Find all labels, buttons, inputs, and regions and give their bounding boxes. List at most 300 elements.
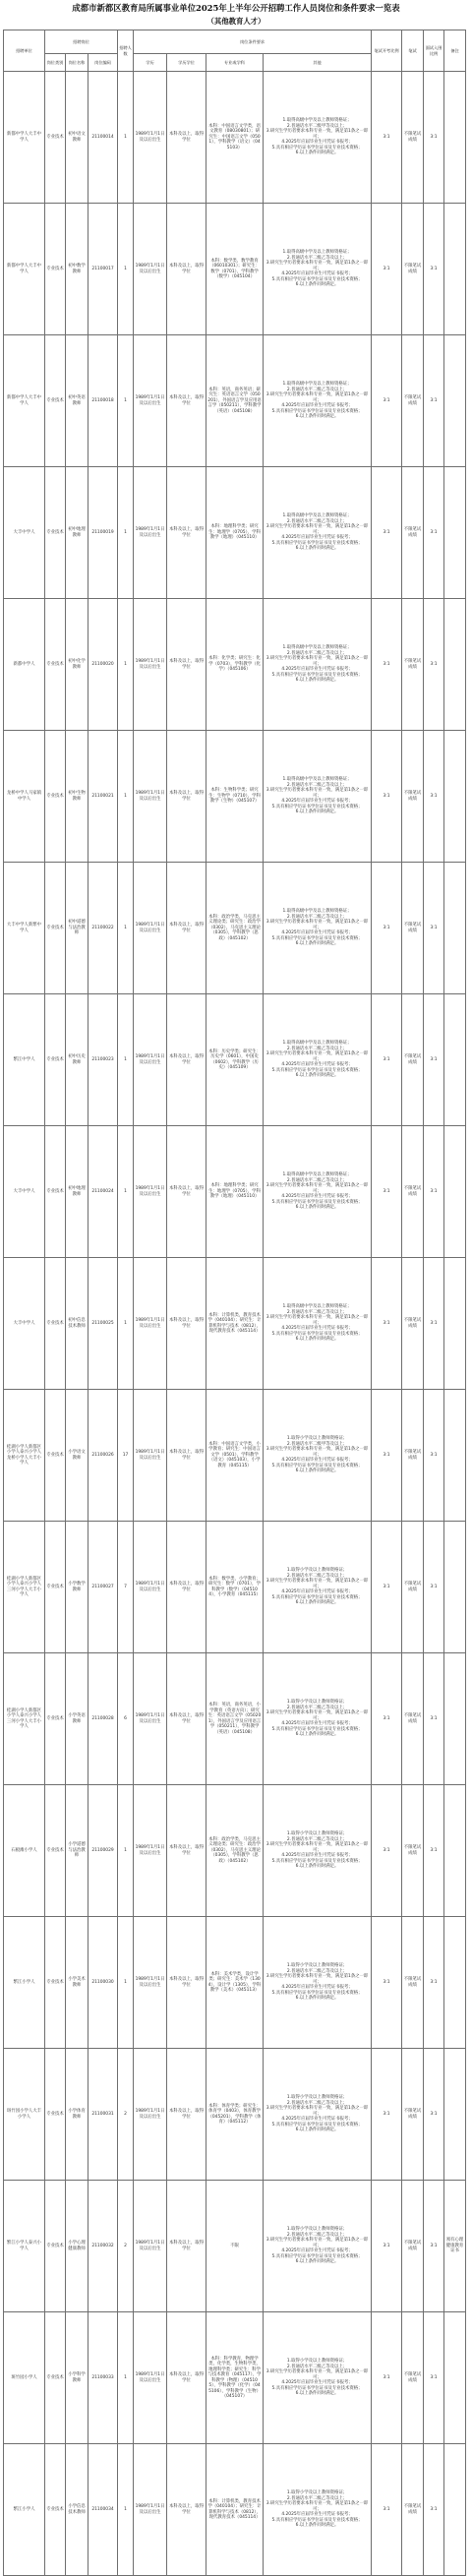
requirement-line: 3.研究生学历者要求本科专业一致，满足第1条之一即可； [266, 920, 369, 930]
education-cell: 1989年1月1日及以后出生 [134, 2312, 167, 2444]
requirement-line: 4.2025年应届毕业生可凭证书报考； [281, 1853, 353, 1859]
unit-cell: 桂湖小学人新都区小学人泰兴小学人三河小学人大丰小学人 [4, 1653, 45, 1785]
ratio-cell: 3:1 [372, 2312, 402, 2444]
requirement-line: 2.普通话水平二级乙等及以上； [286, 1046, 348, 1051]
major-cell [206, 1785, 264, 1917]
requirement-line: 3.研究生学历者要求本科专业一致，满足第1条之一即可； [266, 2238, 369, 2248]
count-cell: 2 [118, 2181, 134, 2312]
count-cell: 7 [118, 1522, 134, 1653]
requirement-line: 1.取得高级中学及以上教师资格证； [282, 250, 352, 256]
post-name-cell: 初中信息技术教师 [66, 1258, 88, 1390]
major-cell [206, 2181, 264, 2312]
count-cell: 1 [118, 1258, 134, 1390]
requirement-line: 3.研究生学历者要求本科专业一致，满足第1条之一即可； [266, 1974, 369, 1985]
requirement-line: 4.2025年应届毕业生可凭证书报考； [281, 403, 353, 409]
requirement-line: 2.普通话水平二级乙等及以上； [286, 1705, 348, 1710]
count-cell: 1 [118, 2444, 134, 2576]
interview-cell: 3:1 [424, 2312, 444, 2444]
post-code-cell: 21100031 [88, 2049, 118, 2181]
post-code-cell: 21100020 [88, 599, 118, 731]
requirement-line: 1.取得高级中学及以上教师资格证； [282, 513, 352, 519]
degree-cell: 本科及以上，取得学位 [167, 994, 206, 1126]
table-row [4, 2444, 466, 2576]
written-cell: 不限笔试成绩 [402, 2312, 424, 2444]
post-type-cell: 专业技术 [45, 1390, 66, 1522]
degree-cell: 本科及以上，取得学位 [167, 72, 206, 204]
requirement-line: 3.研究生学历者要求本科专业一致，满足第1条之一即可； [266, 1447, 369, 1458]
post-type-cell: 专业技术 [45, 467, 66, 599]
requirement-line: 6.以上条件同时满足。 [295, 2523, 339, 2529]
requirement-line: 5.具有相应学历证书学位证书及专业技术资格； [271, 145, 363, 150]
ratio-cell: 3:1 [372, 863, 402, 994]
requirement-line: 4.2025年应届毕业生可凭证书报考； [281, 2512, 353, 2518]
interview-cell: 3:1 [424, 335, 444, 467]
post-type-cell: 专业技术 [45, 994, 66, 1126]
table-row [4, 335, 466, 467]
ratio-cell: 3:1 [372, 599, 402, 731]
requirement-line: 1.取得小学及以上教师资格证； [286, 2095, 348, 2101]
degree-cell: 本科及以上，取得学位 [167, 2049, 206, 2181]
note-cell [444, 204, 466, 335]
requirement-line: 4.2025年应届毕业生可凭证书报考； [281, 2248, 353, 2254]
requirement-line: 5.具有相应学历证书学位证书及专业技术资格； [271, 408, 363, 414]
major-cell [206, 731, 264, 863]
requirement-line: 6.以上条件同时满足。 [295, 941, 339, 947]
degree-cell: 本科及以上，取得学位 [167, 335, 206, 467]
post-code-cell: 21100028 [88, 1653, 118, 1785]
requirement-line: 1.取得小学及以上教师资格证； [286, 1831, 348, 1837]
interview-cell: 3:1 [424, 2444, 444, 2576]
requirement-line: 3.研究生学历者要求本科专业一致，满足第1条之一即可； [266, 1051, 369, 1062]
requirement-line: 3.研究生学历者要求本科专业一致，满足第1条之一即可； [266, 2501, 369, 2512]
requirements-cell [264, 1785, 372, 1917]
requirement-line: 5.具有相应学历证书学位证书及专业技术资格； [271, 1990, 363, 1996]
written-cell: 不限笔试成绩 [402, 1390, 424, 1522]
note-cell [444, 863, 466, 994]
unit-cell: 桂湖小学人新都区小学人泰兴小学人龙桥小学人大丰小学人 [4, 1390, 45, 1522]
requirement-line: 4.2025年应届毕业生可凭证书报考； [281, 1589, 353, 1595]
requirement-line: 5.具有相应学历证书学位证书及专业技术资格； [271, 1594, 363, 1600]
major-line: 本科：英语，商务英语；研究生：英语语言文学（050201），外国语言学及应用语言学（050211），学科教学（英语）（045108） [207, 387, 262, 414]
post-code-cell: 21100017 [88, 204, 118, 335]
interview-cell: 3:1 [424, 1258, 444, 1390]
note-cell [444, 1917, 466, 2049]
requirement-line: 3.研究生学历者要求本科专业一致，满足第1条之一即可； [266, 1579, 369, 1589]
post-name-cell: 初中地理教师 [66, 1126, 88, 1258]
written-cell: 不限笔试成绩 [402, 1522, 424, 1653]
education-cell: 1989年1月1日及以后出生 [134, 1653, 167, 1785]
post-code-cell: 21100025 [88, 1258, 118, 1390]
education-cell: 1989年1月1日及以后出生 [134, 1917, 167, 2049]
interview-cell: 3:1 [424, 731, 444, 863]
major-cell [206, 1390, 264, 1522]
requirements-cell [264, 1522, 372, 1653]
requirement-line: 5.具有相应学历证书学位证书及专业技术资格； [271, 1067, 363, 1073]
major-cell [206, 204, 264, 335]
major-line: 本科：美术学类，设计学类；研究生：美术学（1304），设计学（1305），学科教学（美术）（045113） [207, 1971, 262, 1993]
unit-cell: 新都中学人大丰中学人 [4, 72, 45, 204]
interview-cell: 3:1 [424, 2049, 444, 2181]
post-code-cell: 21100023 [88, 994, 118, 1126]
requirements-cell [264, 2444, 372, 2576]
requirement-line: 5.具有相应学历证书学位证书及专业技术资格； [271, 1199, 363, 1205]
note-cell [444, 2049, 466, 2181]
requirement-line: 2.普通话水平二级乙等及以上； [286, 2364, 348, 2369]
requirement-line: 5.具有相应学历证书学位证书及专业技术资格； [271, 935, 363, 941]
requirement-line: 3.研究生学历者要求本科专业一致，满足第1条之一即可； [266, 1842, 369, 1853]
major-cell [206, 1258, 264, 1390]
requirement-line: 6.以上条件同时满足。 [295, 150, 339, 156]
major-cell [206, 2312, 264, 2444]
table-body [4, 72, 466, 2576]
requirement-line: 1.取得小学及以上教师资格证； [286, 1963, 348, 1969]
header-post-code: 岗位编码 [88, 54, 118, 72]
post-name-cell: 初中生物教师 [66, 731, 88, 863]
count-cell: 1 [118, 335, 134, 467]
post-type-cell: 专业技术 [45, 1522, 66, 1653]
interview-cell: 3:1 [424, 994, 444, 1126]
count-cell: 1 [118, 1785, 134, 1917]
major-line: 本科：中国语言文学类，语文教育（08030801）；研究生：中国语言文学（0501），学科教学（语文）（045103） [208, 123, 261, 150]
requirement-line: 5.具有相应学历证书学位证书及专业技术资格； [271, 2253, 363, 2259]
requirement-line: 3.研究生学历者要求本科专业一致，满足第1条之一即可； [266, 1710, 369, 1721]
table-row [4, 1917, 466, 2049]
post-name-cell: 小学体育教师 [66, 2049, 88, 2181]
unit-cell: 繁江小学人 [4, 2444, 45, 2576]
header-ratio: 笔试开考比例 [372, 30, 402, 72]
post-code-cell: 21100030 [88, 1917, 118, 2049]
unit-cell: 大丰中学人 [4, 467, 45, 599]
unit-cell: 大丰中学人新繁中学人 [4, 863, 45, 994]
note-cell [444, 1653, 466, 1785]
degree-cell: 本科及以上，取得学位 [167, 1917, 206, 2049]
table-row [4, 599, 466, 731]
requirement-line: 1.取得高级中学及以上教师资格证； [282, 1172, 352, 1178]
degree-cell: 本科及以上，取得学位 [167, 2181, 206, 2312]
ratio-cell: 3:1 [372, 2181, 402, 2312]
post-code-cell: 21100027 [88, 1522, 118, 1653]
post-type-cell: 专业技术 [45, 1653, 66, 1785]
unit-cell: 新都中学人大丰中学人 [4, 335, 45, 467]
education-cell: 1989年1月1日及以后出生 [134, 2049, 167, 2181]
post-code-cell: 21100019 [88, 467, 118, 599]
note-cell [444, 1258, 466, 1390]
table-row [4, 204, 466, 335]
page-subtitle: （其他教育人才） [206, 17, 266, 26]
requirement-line: 4.2025年应届毕业生可凭证书报考； [281, 2380, 353, 2386]
requirements-cell [264, 467, 372, 599]
table-row [4, 1258, 466, 1390]
requirement-line: 2.普通话水平二级乙等及以上； [286, 914, 348, 920]
post-name-cell: 初中历史教师 [66, 994, 88, 1126]
post-name-cell: 小学语文教师 [66, 1390, 88, 1522]
major-cell [206, 2049, 264, 2181]
post-name-cell: 小学心理健康教师 [66, 2181, 88, 2312]
major-cell [206, 1917, 264, 2049]
interview-cell: 3:1 [424, 467, 444, 599]
requirement-line: 1.取得小学及以上教师资格证； [286, 1436, 348, 1442]
post-code-cell: 21100024 [88, 1126, 118, 1258]
ratio-cell: 3:1 [372, 72, 402, 204]
post-code-cell: 21100026 [88, 1390, 118, 1522]
table-row [4, 1390, 466, 1522]
requirement-line: 5.具有相应学历证书学位证书及专业技术资格； [271, 540, 363, 546]
education-cell: 1989年1月1日及以后出生 [134, 2444, 167, 2576]
ratio-cell: 3:1 [372, 731, 402, 863]
degree-cell: 本科及以上，取得学位 [167, 2312, 206, 2444]
requirement-line: 6.以上条件同时满足。 [295, 1864, 339, 1870]
education-cell: 1989年1月1日及以后出生 [134, 1258, 167, 1390]
post-type-cell: 专业技术 [45, 335, 66, 467]
requirement-line: 4.2025年应届毕业生可凭证书报考； [281, 535, 353, 541]
count-cell: 17 [118, 1390, 134, 1522]
requirements-cell [264, 1258, 372, 1390]
post-name-cell: 小学英语教师 [66, 1653, 88, 1785]
interview-cell: 3:1 [424, 1126, 444, 1258]
requirement-line: 4.2025年应届毕业生可凭证书报考； [281, 271, 353, 277]
requirement-line: 6.以上条件同时满足。 [295, 414, 339, 420]
degree-cell: 本科及以上，取得学位 [167, 1390, 206, 1522]
unit-cell: 石板滩小学人 [4, 1785, 45, 1917]
requirement-line: 1.取得高级中学及以上教师资格证； [282, 909, 352, 915]
requirements-cell [264, 1917, 372, 2049]
post-name-cell: 初中数学教师 [66, 204, 88, 335]
requirement-line: 4.2025年应届毕业生可凭证书报考； [281, 140, 353, 146]
major-line: 本科：地理科学类；研究生：地理学（0705），学科教学（地理）（045110） [208, 1183, 261, 1200]
post-name-cell: 初中化学教师 [66, 599, 88, 731]
requirement-line: 2.普通话水平二级乙等及以上； [286, 2232, 348, 2238]
post-type-cell: 专业技术 [45, 2312, 66, 2444]
interview-cell: 3:1 [424, 599, 444, 731]
requirements-cell [264, 72, 372, 204]
count-cell: 1 [118, 72, 134, 204]
unit-cell: 龙桥中学人马家镇中学人 [4, 731, 45, 863]
degree-cell: 本科及以上，取得学位 [167, 1126, 206, 1258]
table-row [4, 2312, 466, 2444]
post-type-cell: 专业技术 [45, 2181, 66, 2312]
note-cell [444, 1522, 466, 1653]
post-type-cell: 专业技术 [45, 863, 66, 994]
requirement-line: 4.2025年应届毕业生可凭证书报考； [281, 2117, 353, 2123]
requirement-line: 5.具有相应学历证书学位证书及专业技术资格； [271, 276, 363, 282]
post-type-cell: 专业技术 [45, 1917, 66, 2049]
requirements-cell [264, 2312, 372, 2444]
written-cell: 不限笔试成绩 [402, 1917, 424, 2049]
header-post-type: 岗位类别 [45, 54, 66, 72]
requirement-line: 4.2025年应届毕业生可凭证书报考； [281, 1721, 353, 1727]
interview-cell: 3:1 [424, 1522, 444, 1653]
ratio-cell: 3:1 [372, 1917, 402, 2049]
major-line: 本科：政治学类，马克思主义理论类；研究生：政治学（0302），马克思主义理论（0305），学科教学（思政）（045102） [208, 1836, 261, 1864]
requirement-line: 3.研究生学历者要求本科专业一致，满足第1条之一即可； [266, 524, 369, 535]
requirement-line: 3.研究生学历者要求本科专业一致，满足第1条之一即可； [266, 392, 369, 403]
note-cell [444, 72, 466, 204]
requirement-line: 5.具有相应学历证书学位证书及专业技术资格； [271, 1726, 363, 1732]
note-cell [444, 467, 466, 599]
header-other: 其他 [264, 54, 372, 72]
major-cell [206, 1522, 264, 1653]
count-cell: 1 [118, 863, 134, 994]
ratio-cell: 3:1 [372, 2444, 402, 2576]
header-post-group: 招聘岗位 [45, 30, 118, 54]
count-cell: 1 [118, 1126, 134, 1258]
requirement-line: 6.以上条件同时满足。 [295, 809, 339, 815]
requirements-cell [264, 994, 372, 1126]
written-cell: 不限笔试成绩 [402, 2444, 424, 2576]
requirement-line: 6.以上条件同时满足。 [295, 1996, 339, 2002]
requirement-line: 5.具有相应学历证书学位证书及专业技术资格； [271, 1463, 363, 1468]
count-cell: 1 [118, 204, 134, 335]
requirement-line: 2.普通话水平二级乙等及以上； [286, 1573, 348, 1579]
post-code-cell: 21100022 [88, 863, 118, 994]
requirement-line: 5.具有相应学历证书学位证书及专业技术资格； [271, 1331, 363, 1337]
count-cell: 6 [118, 1653, 134, 1785]
post-code-cell: 21100021 [88, 731, 118, 863]
unit-cell: 大丰中学人 [4, 1258, 45, 1390]
requirement-line: 1.取得高级中学及以上教师资格证； [282, 382, 352, 388]
header-cond-group: 岗位条件要求 [134, 30, 372, 54]
header-post-name: 岗位名称 [66, 54, 88, 72]
requirement-line: 6.以上条件同时满足。 [295, 1732, 339, 1738]
requirement-line: 6.以上条件同时满足。 [295, 1337, 339, 1343]
note-cell [444, 1126, 466, 1258]
requirement-line: 2.普通话水平二级乙等及以上； [286, 2100, 348, 2106]
requirement-line: 6.以上条件同时满足。 [295, 2127, 339, 2133]
degree-cell: 本科及以上，取得学位 [167, 467, 206, 599]
note-cell [444, 2312, 466, 2444]
unit-cell: 斑竹园小学人 [4, 2312, 45, 2444]
ratio-cell: 3:1 [372, 1653, 402, 1785]
count-cell: 1 [118, 2312, 134, 2444]
major-cell [206, 863, 264, 994]
major-cell [206, 994, 264, 1126]
interview-cell: 3:1 [424, 1390, 444, 1522]
requirement-line: 2.普通话水平二级乙等及以上； [286, 650, 348, 656]
post-code-cell: 21100014 [88, 72, 118, 204]
requirement-line: 5.具有相应学历证书学位证书及专业技术资格； [271, 672, 363, 678]
unit-cell: 斑竹园小学人大丰小学人 [4, 2049, 45, 2181]
post-type-cell: 专业技术 [45, 72, 66, 204]
requirement-line: 6.以上条件同时满足。 [295, 1073, 339, 1079]
written-cell: 不限笔试成绩 [402, 335, 424, 467]
requirement-line: 1.取得高级中学及以上教师资格证； [282, 645, 352, 651]
education-cell: 1989年1月1日及以后出生 [134, 467, 167, 599]
major-cell [206, 2444, 264, 2576]
ratio-cell: 3:1 [372, 1785, 402, 1917]
post-type-cell: 专业技术 [45, 2049, 66, 2181]
header-note: 备注 [444, 30, 466, 72]
major-line: 本科：科学教育，物理学类，化学类，生物科学类，地理科学类；研究生：科学与技术教育（045117），学科教学（物理）（045105），学科教学（化学）（045106），学科教学（生物）（045107） [207, 2356, 262, 2399]
ratio-cell: 3:1 [372, 204, 402, 335]
unit-cell: 繁江小学人 [4, 1917, 45, 2049]
header-row-1 [4, 30, 466, 54]
written-cell: 不限笔试成绩 [402, 204, 424, 335]
count-cell: 1 [118, 731, 134, 863]
requirement-line: 2.普通话水平二级乙等及以上； [286, 387, 348, 392]
major-line: 本科：生物科学类；研究生：生物学（0710），学科教学（生物）（045107） [208, 788, 261, 805]
requirement-line: 2.普通话水平二级乙等及以上； [286, 2495, 348, 2501]
header-count: 招聘人数 [118, 30, 134, 72]
written-cell: 不限笔试成绩 [402, 599, 424, 731]
requirement-line: 3.研究生学历者要求本科专业一致，满足第1条之一即可； [266, 2106, 369, 2117]
count-cell: 2 [118, 2049, 134, 2181]
page-title: 成都市新都区教育局所属事业单位2025年上半年公开招聘工作人员岗位和条件要求一览表 [72, 3, 400, 13]
requirement-line: 5.具有相应学历证书学位证书及专业技术资格； [271, 2517, 363, 2523]
written-cell: 不限笔试成绩 [402, 731, 424, 863]
major-line: 本科：地理科学类；研究生：地理学（0705），学科教学（地理）（045110） [208, 524, 261, 541]
unit-cell: 桂湖小学人新都区小学人泰兴小学人三河小学人大丰小学人 [4, 1522, 45, 1653]
header-written: 笔试 [402, 30, 424, 72]
count-cell: 1 [118, 1917, 134, 2049]
major-cell [206, 1653, 264, 1785]
requirement-line: 3.研究生学历者要求本科专业一致，满足第1条之一即可； [266, 129, 369, 140]
header-major: 专业或学科 [206, 54, 264, 72]
interview-cell: 3:1 [424, 1653, 444, 1785]
major-line: 本科：计算机类，教育技术学（040104）；研究生：计算机科学与技术（0812），现代教育技术（045114） [207, 1312, 262, 1334]
degree-cell: 本科及以上，取得学位 [167, 599, 206, 731]
degree-cell: 本科及以上，取得学位 [167, 2444, 206, 2576]
requirements-cell [264, 335, 372, 467]
unit-cell: 新都中学人 [4, 599, 45, 731]
degree-cell: 本科及以上，取得学位 [167, 1522, 206, 1653]
requirement-line: 5.具有相应学历证书学位证书及专业技术资格； [271, 2122, 363, 2127]
requirement-line: 6.以上条件同时满足。 [295, 546, 339, 552]
major-line: 本科：数学类，小学教育；研究生：数学（0701），学科教学（数学）（045104），小学教育（045115） [208, 1576, 261, 1597]
requirements-cell [264, 1390, 372, 1522]
ratio-cell: 3:1 [372, 994, 402, 1126]
major-line: 不限 [230, 2243, 239, 2248]
ratio-cell: 3:1 [372, 335, 402, 467]
note-cell [444, 731, 466, 863]
requirement-line: 2.普通话水平二级甲等及以上； [286, 123, 348, 129]
header-interview: 面试入围比例 [424, 30, 444, 72]
post-name-cell: 小学科学教师 [66, 2312, 88, 2444]
education-cell: 1989年1月1日及以后出生 [134, 204, 167, 335]
unit-cell: 繁江中学人 [4, 994, 45, 1126]
table-row [4, 994, 466, 1126]
table-row [4, 72, 466, 204]
requirement-line: 4.2025年应届毕业生可凭证书报考； [281, 667, 353, 673]
note-cell [444, 994, 466, 1126]
requirement-line: 3.研究生学历者要求本科专业一致，满足第1条之一即可； [266, 261, 369, 271]
requirements-cell [264, 731, 372, 863]
requirement-line: 4.2025年应届毕业生可凭证书报考； [281, 799, 353, 805]
requirement-line: 1.取得小学及以上教师资格证； [286, 2359, 348, 2365]
requirement-line: 1.取得高级中学及以上教师资格证； [282, 777, 352, 783]
requirement-line: 2.普通话水平二级甲等及以上； [286, 1441, 348, 1447]
requirement-line: 4.2025年应届毕业生可凭证书报考； [281, 1194, 353, 1200]
interview-cell: 3:1 [424, 204, 444, 335]
major-cell [206, 599, 264, 731]
degree-cell: 本科及以上，取得学位 [167, 204, 206, 335]
post-type-cell: 专业技术 [45, 1126, 66, 1258]
requirements-cell [264, 1126, 372, 1258]
requirement-line: 4.2025年应届毕业生可凭证书报考； [281, 1062, 353, 1068]
interview-cell: 3:1 [424, 1785, 444, 1917]
education-cell: 1989年1月1日及以后出生 [134, 994, 167, 1126]
requirement-line: 4.2025年应届毕业生可凭证书报考； [281, 1326, 353, 1332]
unit-cell: 大丰中学人 [4, 1126, 45, 1258]
requirement-line: 3.研究生学历者要求本科专业一致，满足第1条之一即可； [266, 788, 369, 799]
note-cell: 须有心理健康教育证书 [444, 2181, 466, 2312]
education-cell: 1989年1月1日及以后出生 [134, 731, 167, 863]
major-line: 本科：政治学类，马克思主义理论类；研究生：政治学（0302），马克思主义理论（0305），学科教学（思政）（045102） [208, 914, 261, 941]
requirements-cell [264, 2181, 372, 2312]
note-cell [444, 1390, 466, 1522]
requirement-line: 6.以上条件同时满足。 [295, 1600, 339, 1606]
post-name-cell: 初中英语教师 [66, 335, 88, 467]
recruitment-table [3, 30, 466, 2576]
